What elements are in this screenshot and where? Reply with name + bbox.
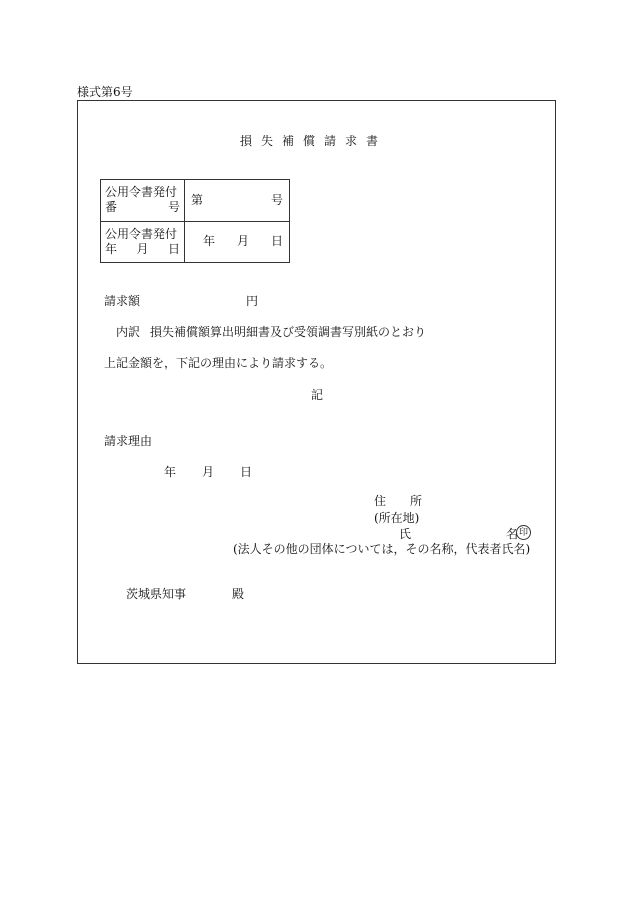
corporation-note: (法人その他の団体については，その名称，代表者氏名) xyxy=(233,542,531,556)
order-date-year: 年 xyxy=(203,234,216,249)
name-label-shi: 氏 xyxy=(399,527,412,541)
addressee-name: 茨城県知事 xyxy=(126,587,187,601)
order-number-go: 号 xyxy=(270,192,283,207)
order-number-header-top: 公用令書発付 xyxy=(105,185,178,200)
order-date-day: 日 xyxy=(270,234,283,249)
request-statement: 上記金額を，下記の理由により請求する。 xyxy=(104,356,333,370)
order-date-month: 月 xyxy=(236,234,249,249)
order-date-value xyxy=(185,221,290,263)
amount-unit: 円 xyxy=(246,294,259,308)
order-number-header-go: 号 xyxy=(167,200,180,215)
breakdown-label: 内訳 xyxy=(116,325,141,339)
name-label-mei: 名 xyxy=(506,527,519,541)
page-title: 損失補償請求書 xyxy=(240,134,388,148)
order-date-header-top: 公用令書発付 xyxy=(105,226,178,241)
date-month: 月 xyxy=(202,465,215,479)
order-number-header-ban: 番 xyxy=(105,200,118,215)
order-info-table xyxy=(100,179,290,263)
order-date-header-year: 年 xyxy=(105,241,118,256)
order-date-header-month: 月 xyxy=(136,241,149,256)
date-year: 年 xyxy=(164,465,177,479)
seal-mark: 印 xyxy=(516,525,531,540)
addressee-honorific: 殿 xyxy=(232,587,245,601)
order-date-header-day: 日 xyxy=(167,241,180,256)
form-number: 様式第6号 xyxy=(77,85,133,99)
date-day: 日 xyxy=(240,465,253,479)
breakdown-text: 損失補償額算出明細書及び受領調書写別紙のとおり xyxy=(150,325,427,339)
ki-heading: 記 xyxy=(311,388,324,402)
order-date-header xyxy=(101,221,185,263)
address-sub-label: (所在地) xyxy=(374,511,420,525)
order-number-header xyxy=(101,180,185,222)
order-number-value xyxy=(185,180,290,222)
order-number-dai: 第 xyxy=(191,192,204,207)
address-label: 住 所 xyxy=(374,494,423,508)
request-date xyxy=(164,465,252,479)
amount-label: 請求額 xyxy=(104,294,141,308)
reason-label: 請求理由 xyxy=(104,434,153,448)
